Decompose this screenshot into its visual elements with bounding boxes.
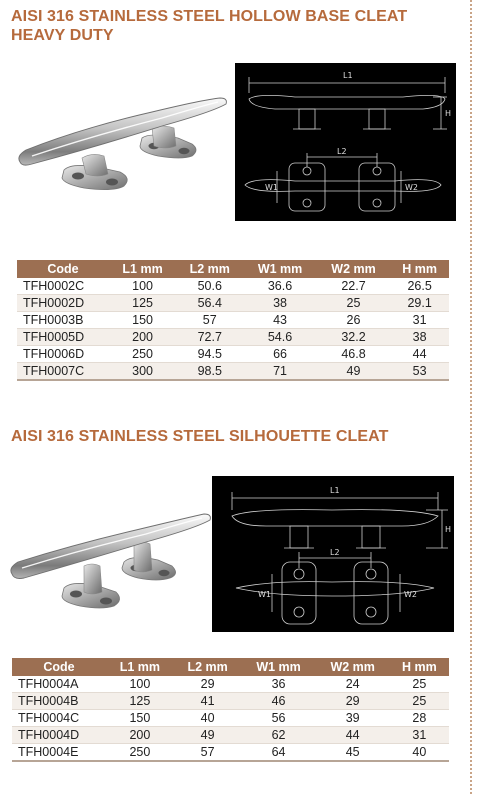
cell-h: 25 [390,676,449,693]
cell-l1: 200 [109,329,176,346]
table-row [17,363,449,381]
hollow-base-cleat-photo [12,92,232,202]
cell-l2: 98.5 [176,363,243,381]
cell-w1: 62 [242,727,316,744]
header-h: H mm [390,260,449,278]
header-w1: W1 mm [243,260,316,278]
cell-w1: 54.6 [243,329,316,346]
cell-l1: 100 [106,676,174,693]
cell-w1: 46 [242,693,316,710]
header-l2: L2 mm [176,260,243,278]
drawing-label-l1: L1 [330,486,340,495]
header-h: H mm [390,658,449,676]
header-code: Code [12,658,106,676]
header-w2: W2 mm [317,260,390,278]
cell-l1: 125 [106,693,174,710]
table-row [12,693,449,710]
table-header-row [12,658,449,676]
cell-l2: 29 [174,676,242,693]
cell-l2: 56.4 [176,295,243,312]
header-l2: L2 mm [174,658,242,676]
cell-w2: 46.8 [317,346,390,363]
cell-l2: 41 [174,693,242,710]
cell-w2: 39 [316,710,390,727]
cell-code: TFH0004A [12,676,106,693]
drawing-label-h: H [445,109,452,118]
cell-l1: 125 [109,295,176,312]
table-row [12,744,449,762]
cell-l1: 200 [106,727,174,744]
cell-h: 53 [390,363,449,381]
table-row [17,346,449,363]
cell-l1: 250 [106,744,174,762]
cell-w2: 32.2 [317,329,390,346]
cell-w2: 25 [317,295,390,312]
cell-l2: 72.7 [176,329,243,346]
spec-table-silhouette-cleat [12,658,449,762]
drawing-label-l1: L1 [343,71,353,80]
cell-l2: 57 [174,744,242,762]
header-w2: W2 mm [316,658,390,676]
header-code: Code [17,260,109,278]
drawing-label-h: H [445,525,452,534]
cell-l2: 57 [176,312,243,329]
cell-l2: 40 [174,710,242,727]
spec-table-hollow-base-cleat [17,260,449,381]
cell-code: TFH0002D [17,295,109,312]
cell-code: TFH0004D [12,727,106,744]
cell-l2: 94.5 [176,346,243,363]
header-l1: L1 mm [106,658,174,676]
cell-w2: 44 [316,727,390,744]
cell-l1: 150 [109,312,176,329]
section-title-silhouette-cleat: AISI 316 STAINLESS STEEL SILHOUETTE CLEAT [11,428,389,445]
cell-w2: 45 [316,744,390,762]
cell-w2: 26 [317,312,390,329]
table-row [12,727,449,744]
cell-code: TFH0006D [17,346,109,363]
dotted-divider [470,0,472,794]
table-header-row [17,260,449,278]
header-l1: L1 mm [109,260,176,278]
cell-h: 31 [390,727,449,744]
table-row [12,676,449,693]
cell-l1: 300 [109,363,176,381]
cell-w1: 38 [243,295,316,312]
cell-w1: 71 [243,363,316,381]
cell-l1: 250 [109,346,176,363]
cell-h: 29.1 [390,295,449,312]
silhouette-cleat-drawing [212,476,454,632]
cell-code: TFH0004C [12,710,106,727]
drawing-label-l2: L2 [330,548,340,557]
cell-code: TFH0007C [17,363,109,381]
table-row [17,278,449,295]
silhouette-cleat-photo [6,508,212,614]
cell-h: 25 [390,693,449,710]
cell-h: 26.5 [390,278,449,295]
cell-h: 38 [390,329,449,346]
cell-w2: 29 [316,693,390,710]
cell-w1: 66 [243,346,316,363]
table-row [12,710,449,727]
cell-h: 31 [390,312,449,329]
cell-w2: 49 [317,363,390,381]
hollow-base-cleat-drawing [235,63,456,221]
header-w1: W1 mm [242,658,316,676]
drawing-label-l2: L2 [337,147,347,156]
cell-h: 28 [390,710,449,727]
cell-w1: 64 [242,744,316,762]
drawing-label-w1: W1 [258,590,271,599]
cell-l1: 150 [106,710,174,727]
cell-w1: 43 [243,312,316,329]
table-row [17,329,449,346]
cell-l1: 100 [109,278,176,295]
cell-w2: 24 [316,676,390,693]
cell-code: TFH0004E [12,744,106,762]
drawing-label-w2: W2 [405,183,418,192]
cell-w1: 36 [242,676,316,693]
cell-l2: 49 [174,727,242,744]
cell-code: TFH0002C [17,278,109,295]
cell-w2: 22.7 [317,278,390,295]
cell-code: TFH0005D [17,329,109,346]
table-row [17,312,449,329]
cell-h: 44 [390,346,449,363]
cell-w1: 36.6 [243,278,316,295]
table-row [17,295,449,312]
cell-code: TFH0004B [12,693,106,710]
cell-w1: 56 [242,710,316,727]
drawing-label-w2: W2 [404,590,417,599]
cell-h: 40 [390,744,449,762]
drawing-label-w1: W1 [265,183,278,192]
section-title-hollow-base-cleat: AISI 316 STAINLESS STEEL HOLLOW BASE CLEAT HEAVY DUTY [11,8,408,44]
cell-code: TFH0003B [17,312,109,329]
cell-l2: 50.6 [176,278,243,295]
